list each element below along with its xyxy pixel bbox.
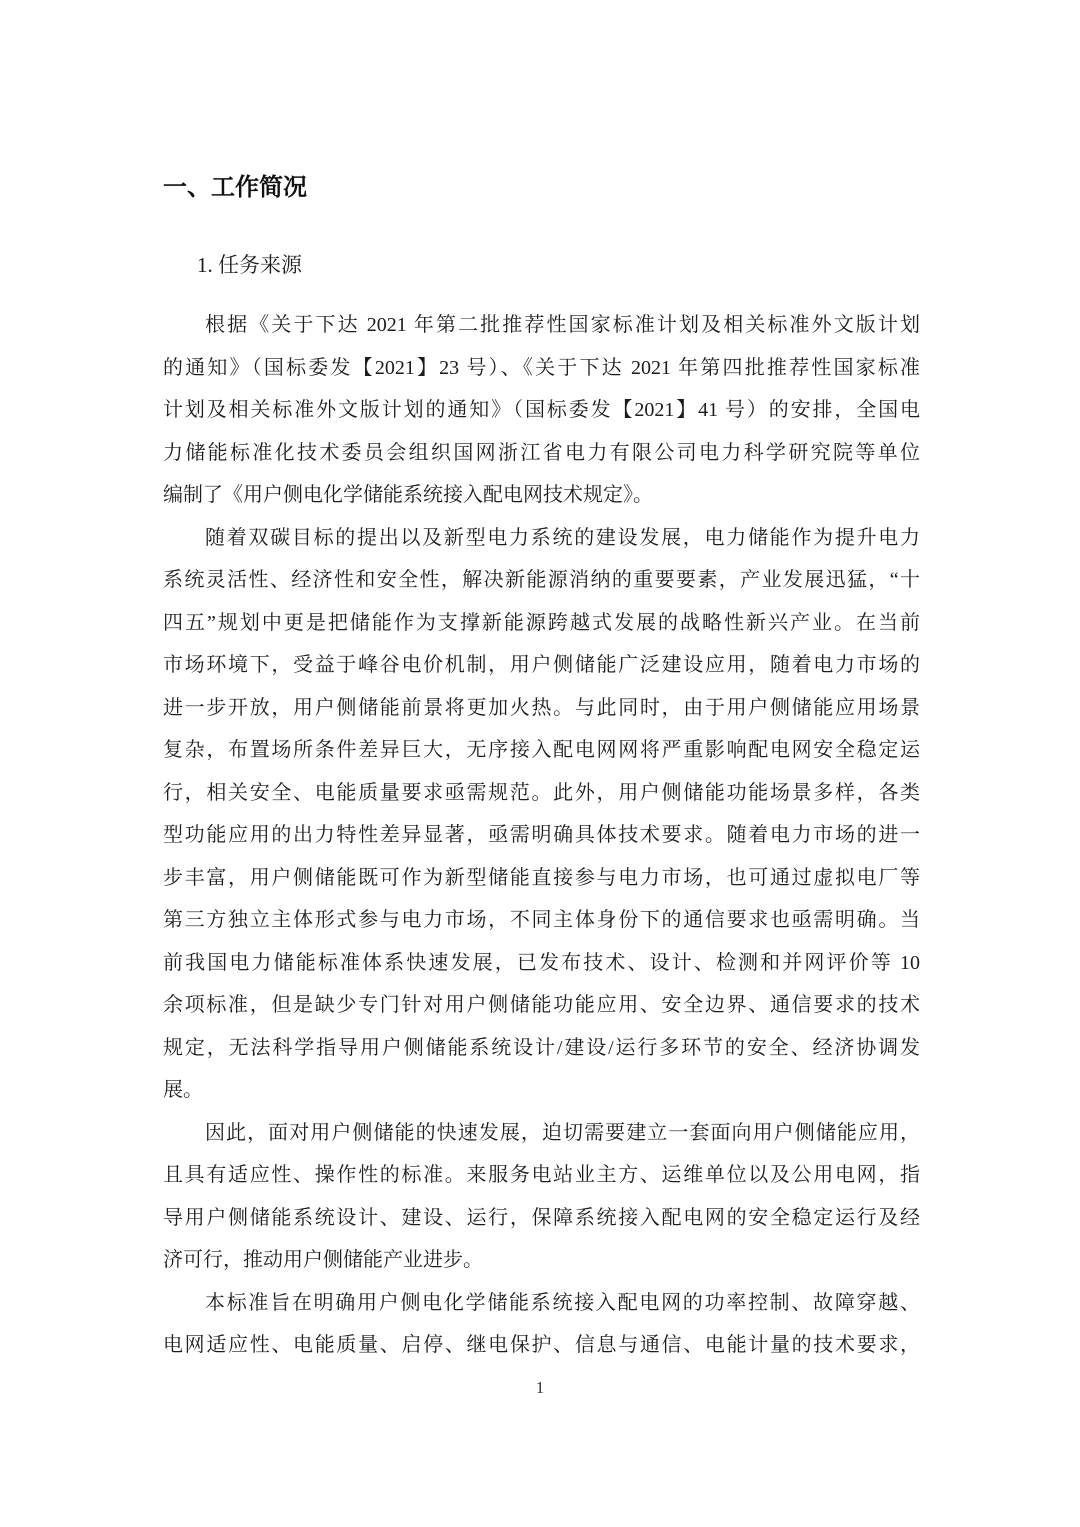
text-line: 展。 [163,1079,203,1101]
text-line: 计划及相关标准外文版计划的通知》（国标委发【2021】41 号）的安排，全国电 [163,399,920,421]
document-heading: 一、工作简况 [163,175,307,201]
text-line: 前我国电力储能标准体系快速发展，已发布技术、设计、检测和并网评价等 10 [163,951,920,974]
text-line: 编制了《用户侧电化学储能系统接入配电网技术规定》。 [163,484,653,506]
text-line: 型功能应用的出力特性差异显著，亟需明确具体技术要求。随着电力市场的进一 [163,824,920,846]
text-line: 系统灵活性、经济性和安全性，解决新能源消纳的重要要素，产业发展迅猛，“十 [163,569,920,591]
page-number: 1 [535,1378,545,1397]
section-title: 1. 任务来源 [197,253,302,277]
text-line: 步丰富，用户侧储能既可作为新型储能直接参与电力市场，也可通过虚拟电厂等 [163,866,920,889]
text-line: 电网适应性、电能质量、启停、继电保护、信息与通信、电能计量的技术要求， [163,1334,920,1356]
text-line: 且具有适应性、操作性的标准。来服务电站业主方、运维单位以及公用电网，指 [163,1164,920,1186]
text-line: 第三方独立主体形式参与电力市场，不同主体身份下的通信要求也亟需明确。当 [163,909,920,931]
text-line: 规定，无法科学指导用户侧储能系统设计/建设/运行多环节的安全、经济协调发 [163,1036,920,1059]
text-line: 济可行，推动用户侧储能产业进步。 [163,1249,483,1271]
text-line: 余项标准，但是缺少专门针对用户侧储能功能应用、安全边界、通信要求的技术 [163,994,920,1016]
text-line: 根据《关于下达 2021 年第二批推荐性国家标准计划及相关标准外文版计划 [205,314,920,336]
text-line: 行，相关安全、电能质量要求亟需规范。此外，用户侧储能功能场景多样，各类 [163,781,920,804]
text-line: 导用户侧储能系统设计、建设、运行，保障系统接入配电网的安全稳定运行及经 [163,1206,920,1229]
text-line: 随着双碳目标的提出以及新型电力系统的建设发展，电力储能作为提升电力 [205,526,920,549]
text-line: 本标准旨在明确用户侧电化学储能系统接入配电网的功率控制、故障穿越、 [205,1291,920,1314]
text-body [163,304,920,1367]
text-line: 市场环境下，受益于峰谷电价机制，用户侧储能广泛建设应用，随着电力市场的 [163,654,920,676]
text-line: 复杂，布置场所条件差异巨大，无序接入配电网网将严重影响配电网安全稳定运 [163,739,920,761]
text-line: 的通知》（国标委发【2021】23 号）、《关于下达 2021 年第四批推荐性国家标准 [163,356,920,379]
text-line: 因此，面对用户侧储能的快速发展，迫切需要建立一套面向用户侧储能应用， [205,1121,920,1144]
text-line: 力储能标准化技术委员会组织国网浙江省电力有限公司电力科学研究院等单位 [163,441,920,464]
text-line: 四五”规划中更是把储能作为支撑新能源跨越式发展的战略性新兴产业。在当前 [163,611,920,634]
text-line: 进一步开放，用户侧储能前景将更加火热。与此同时，由于用户侧储能应用场景 [163,696,920,719]
document-content [163,173,920,1367]
